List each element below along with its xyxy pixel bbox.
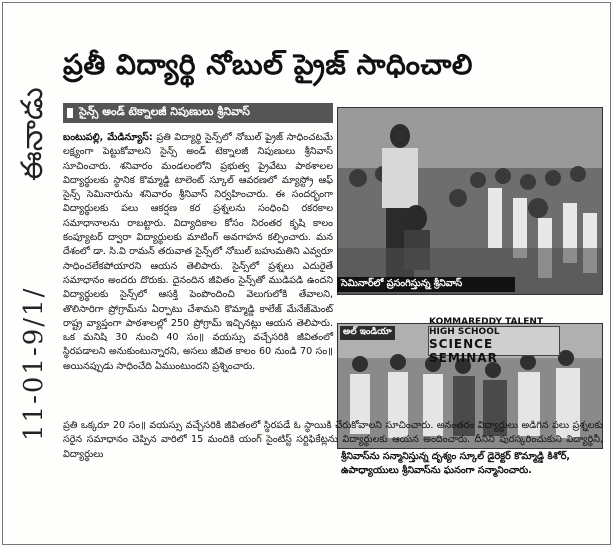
dateline: బంటుపల్లి, మేడిన్యూస్: (63, 132, 153, 143)
kicker-bar (63, 103, 333, 123)
headline: ప్రతీ విద్యార్థి నోబుల్ ప్రైజ్ సాధించాలి (63, 48, 473, 81)
seminar-photo (337, 107, 603, 295)
school-banner-line-1: KOMMAREDDY TALENT HIGH SCHOOL (429, 317, 544, 337)
handwritten-date: 11-01-9/1/ (19, 286, 49, 441)
paragraph-3: ప్రతి ఒక్కరూ 20 సం॥ వయస్సు వచ్చేసరికి జీవితంలో స్థిరపడే ఓ స్థాయికి చేరుకోవాలని సూచించారు. అనంతరం విద్యార్థులు అడిగిన పలు ప్రశ్నలకు సరైన సమాధానం చెప్పిన వారిలో 15 మందికి యంగ్ సైంటిస్ట్ సర్టిఫికేట్లను విద్యార్థులకు ఆయన అందించారు. దీనిని పురస్కరించుకుని విద్యార్థినీ, విద్యార్థులు (63, 420, 603, 460)
newspaper-clipping (2, 2, 611, 545)
photo-caption-felicitation: శ్రీనివాస్‌ను సన్మానిస్తున్న దృశ్యం స్కూల్ డైరెక్టర్ కొమ్మాడ్డి కిశోర్, ఉపాధ్యాయులు శ్రీనివాస్‌ను ఘనంగా సన్మానించారు. (341, 451, 571, 476)
paragraph-1: ప్రతి విద్యార్థి సైన్స్‌లో నోబుల్ ప్రైజ్ సాధించటమే లక్ష్యంగా పెట్టుకోవాలని సైన్స్ అండ్ టెక్నాలజీ నిపుణులు శ్రీనివాస్ సూచించారు. శనివారం మండలంలోని ప్రభుత్వ ప్రైవేటు పాఠశాలల విద్యార్థులకు స్థానిక కొమ్మాడ్డి టాలెంట్ స్కూల్ ఆవరణలో మ్యాస్ట్రో ఆఫ్ సైన్స్ సెమినారును శనివారం శ్రీనివాస్ నిర్వహించారు. ఈ సందర్భంగా విద్యార్థులకు పలు ఆకర్షణ కర ప్రశ్నలను సంధించి రకరకాల సమాధానాలను రాబట్టారు. విద్యాదికాల కోసం నిరంతర కృషి కాలం కంప్యూటర్ ద్వారా విద్యార్థులకు మాటింగ్ అవగాహన కల్పించారు. మన దేశంలో డా. సి.వి రామన్ తరువాత సైన్స్‌లో నోబుల్ బహుమతిని ఎవ్వరూ సాధించలేకపోయారని ఆయన తెలిపారు. సైన్స్‌లో ప్రశ్నలు ఎదురైతే సమాధానం అందరు దొరుకు. (63, 132, 333, 286)
photo-caption-seminar: సెమినార్‌లో ప్రసంగిస్తున్న శ్రీనివాస్ (337, 277, 515, 292)
kicker-text: సైన్స్ అండ్ టెక్నాలజీ నిపుణులు శ్రీనివాస్ (79, 105, 250, 118)
school-banner (428, 317, 560, 365)
paragraph-2: దైనందిన జీవితం సైన్స్‌తో ముడిపడి ఉందని విద్యార్థులకు సైన్స్‌లో ఆసక్తి పెంపొందించి వెలుగులోకి తేవాలని, తొలిసారిగా ప్రోగ్రామ్‌ను ఏర్పాటు చేశామని కొమ్మాడ్డి కాలేజ్ మేనేజ్‌మెంట్ రాష్ట్ర వ్యాప్తంగా పాఠశాలల్లో 250 ప్రోగ్రామ్ ఇచ్చినట్లు ఆయన తెలిపారు. ఒక మనిషి 30 నుంచి 40 సం॥ వయస్సు వచ్చేసరికి జీవితంలో స్థిరపడాలని అనుకుంటున్నారని, అసలు జీవిత కాలం 60 నుండి 70 సం॥ అయినప్పుడు సాధించేది ఏముంటుందని ప్రశ్నించారు. (63, 274, 334, 372)
handwritten-paper-name: ఈనాడు (15, 87, 50, 181)
seminar-photo-graphic (338, 108, 602, 294)
school-banner-line-2: SCIENCE SEMINAR (429, 337, 498, 365)
article-body-column (63, 131, 333, 374)
photo-signboard: అల్ ఇండియా (340, 326, 395, 340)
handwritten-margin-note (7, 41, 51, 541)
